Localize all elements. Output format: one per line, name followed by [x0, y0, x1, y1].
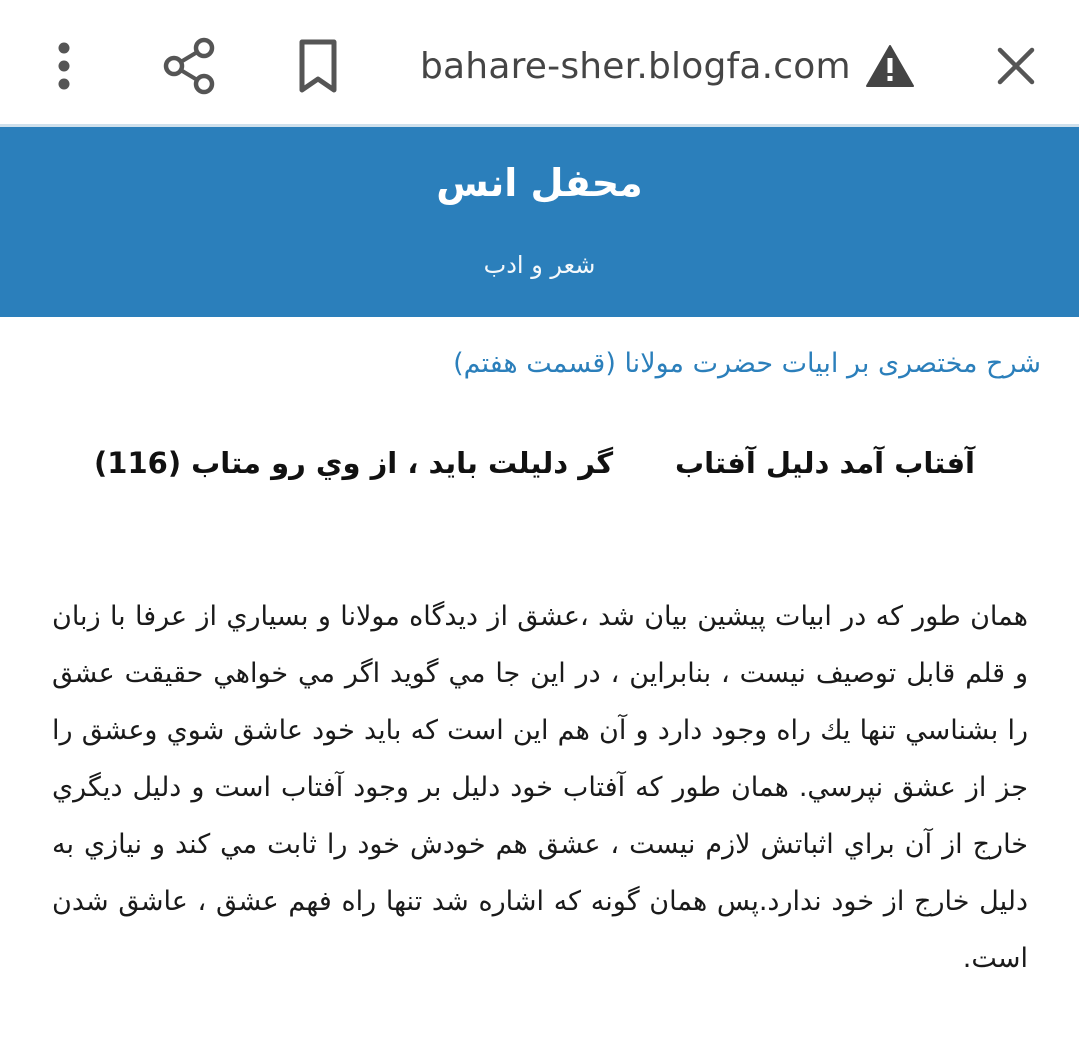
warning-icon[interactable]	[865, 43, 915, 89]
url-text[interactable]: bahare-sher.blogfa.com	[420, 45, 851, 87]
more-vertical-icon[interactable]	[32, 34, 96, 98]
close-icon[interactable]	[984, 34, 1048, 98]
site-header	[0, 127, 1079, 317]
verse-second-hemistich: گر دليلت بايد ، از وي رو متاب (116)	[94, 446, 614, 480]
verse-first-hemistich: آفتاب آمد دليل آفتاب	[674, 446, 975, 480]
address-bar[interactable]	[420, 34, 915, 98]
site-subtitle: شعر و ادب	[483, 251, 596, 279]
post-title-link[interactable]: شرح مختصری بر ابیات حضرت مولانا (قسمت هفتم)	[453, 348, 1041, 379]
site-title[interactable]: محفل انس	[436, 161, 643, 205]
share-icon[interactable]	[158, 34, 222, 98]
browser-toolbar	[0, 0, 1079, 124]
bookmark-icon[interactable]	[286, 34, 350, 98]
post-body: همان طور كه در ابيات پيشين بيان شد ،عشق از ديدگاه مولانا و بسياري از عرفا با زبان و قلم قابل توصيف نيست ، بنابراين ، در اين جا مي گويد اگر مي خواهي حقيقت عشق را بشناسي تنها يك راه وجود دارد و آن هم اين است كه بايد خود عاشق شوي وعشق را جز از عشق نپرسي. همان طور كه آفتاب خود دليل بر وجود آفتاب است و دليل ديگري خارج از آن براي اثباتش لازم نيست ، عشق هم خودش خود را ثابت مي كند و نيازي به دليل خارج از خود ندارد.پس همان گونه كه اشاره شد تنها راه فهم عشق ، عاشق شدن است.	[52, 601, 1028, 974]
